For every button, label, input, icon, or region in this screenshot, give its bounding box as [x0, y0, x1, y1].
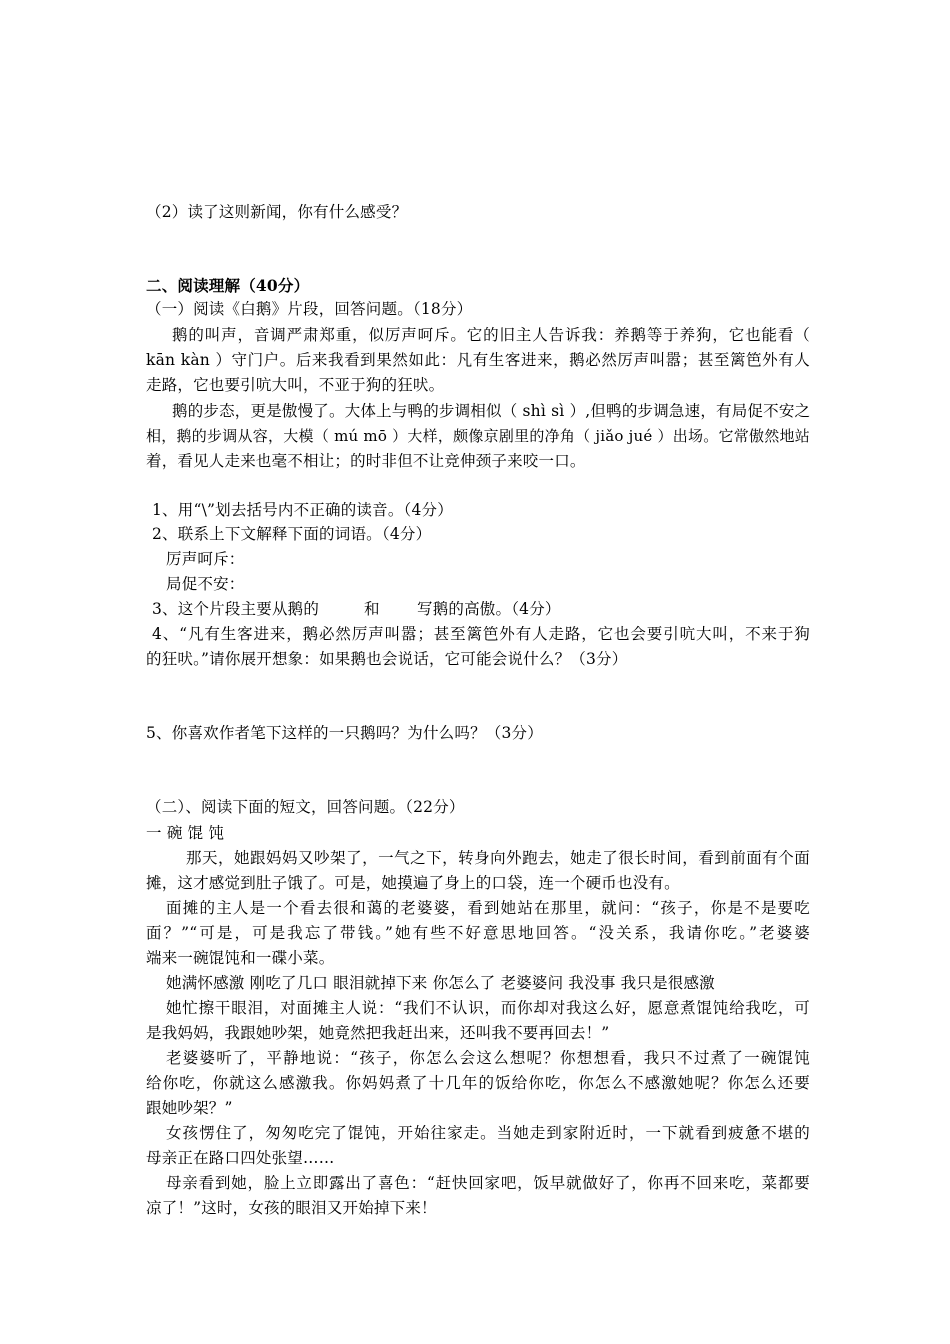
story-line: 端来一碗馄饨和一碟小菜。	[146, 949, 335, 967]
exam-page	[146, 0, 810, 1344]
story-line: 面？”“可是，可是我忘了带钱。”她有些不好意思地回答。“没关系，我请你吃。”老婆婆	[146, 924, 810, 942]
passage-line: 鹅的叫声，音调严肃郑重，似厉声呵斥。它的旧主人告诉我：养鹅等于养狗，它也能看（	[172, 326, 810, 344]
question-4-line: 的狂吠。”请你展开想象：如果鹅也会说话，它可能会说什么？（3分）	[146, 650, 628, 668]
story-line: 摊，这才感觉到肚子饿了。可是，她摸遍了身上的口袋，连一个硬币也没有。	[146, 874, 680, 892]
story-title: 一 碗 馄 饨	[146, 824, 225, 842]
part1-heading: （一）阅读《白鹅》片段，回答问题。（18分）	[146, 300, 473, 318]
story-line: 给你吃，你就这么感激我。你妈妈煮了十几年的饭给你吃，你怎么不感激她呢？你怎么还要	[146, 1074, 810, 1092]
question-3c: 写鹅的高傲。（4分）	[417, 600, 561, 618]
passage-line: 鹅的步态，更是傲慢了。大体上与鸭的步调相似（ shì sì ）,但鸭的步调急速，有局促不安之	[172, 402, 811, 420]
question-3b: 和	[364, 600, 380, 618]
term-1: 厉声呵斥：	[166, 550, 245, 568]
question-4-line: 4、“凡有生客进来，鹅必然厉声叫嚣；甚至篱笆外有人走路，它也会要引吭大叫，不来于狗	[152, 625, 810, 643]
story-line: 面摊的主人是一个看去很和蔼的老婆婆，看到她站在那里，就问：“孩子，你是不是要吃	[166, 899, 810, 917]
story-line: 她忙擦干眼泪，对面摊主人说：“我们不认识，而你却对我这么好，愿意煮馄饨给我吃，可	[166, 999, 810, 1017]
part2-heading: （二）、阅读下面的短文，回答问题。（22分）	[146, 798, 465, 816]
question-3a: 3、这个片段主要从鹅的	[152, 600, 320, 618]
story-line: 是我妈妈，我跟她吵架，她竟然把我赶出来，还叫我不要再回去！”	[146, 1024, 610, 1042]
question-1: 1、用“\”划去括号内不正确的读音。（4分）	[152, 501, 453, 519]
story-line: 那天，她跟妈妈又吵架了，一气之下，转身向外跑去，她走了很长时间，看到前面有个面	[186, 849, 810, 867]
news-question-2: （2）读了这则新闻，你有什么感受？	[146, 203, 408, 221]
story-line: 母亲看到她，脸上立即露出了喜色：“赶快回家吧，饭早就做好了，你再不回来吃，菜都要	[166, 1174, 810, 1192]
term-2: 局促不安：	[166, 575, 245, 593]
passage-line: 走路，它也要引吭大叫，不亚于狗的狂吠。	[146, 376, 445, 394]
passage-line: kān kàn ）守门户。后来我看到果然如此：凡有生客进来，鹅必然厉声叫嚣；甚至篱笆外有人	[146, 351, 810, 369]
section-title: 二、阅读理解（40分）	[146, 276, 310, 295]
passage-line: 相，鹅的步调从容，大模（ mú mō ）大样，颇像京剧里的净角（ jiǎo jué ）出场。它常傲然地站	[146, 427, 810, 445]
story-line: 老婆婆听了，平静地说：“孩子，你怎么会这么想呢？你想想看，我只不过煮了一碗馄饨	[166, 1049, 810, 1067]
passage-line: 着，看见人走来也毫不相让；的时非但不让竞伸颈子来咬一口。	[146, 452, 586, 470]
story-line: 凉了！”这时，女孩的眼泪又开始掉下来！	[146, 1199, 437, 1217]
story-line: 她满怀感激 刚吃了几口 眼泪就掉下来 你怎么了 老婆婆问 我没事 我只是很感激	[166, 974, 715, 992]
story-line: 跟她吵架？”	[146, 1099, 233, 1117]
question-2: 2、联系上下文解释下面的词语。（4分）	[152, 525, 432, 543]
story-line: 女孩愣住了，匆匆吃完了馄饨，开始往家走。当她走到家附近时，一下就看到疲惫不堪的	[166, 1124, 810, 1142]
story-line: 母亲正在路口四处张望……	[146, 1149, 335, 1167]
question-5: 5、你喜欢作者笔下这样的一只鹅吗？为什么吗？（3分）	[146, 724, 543, 742]
